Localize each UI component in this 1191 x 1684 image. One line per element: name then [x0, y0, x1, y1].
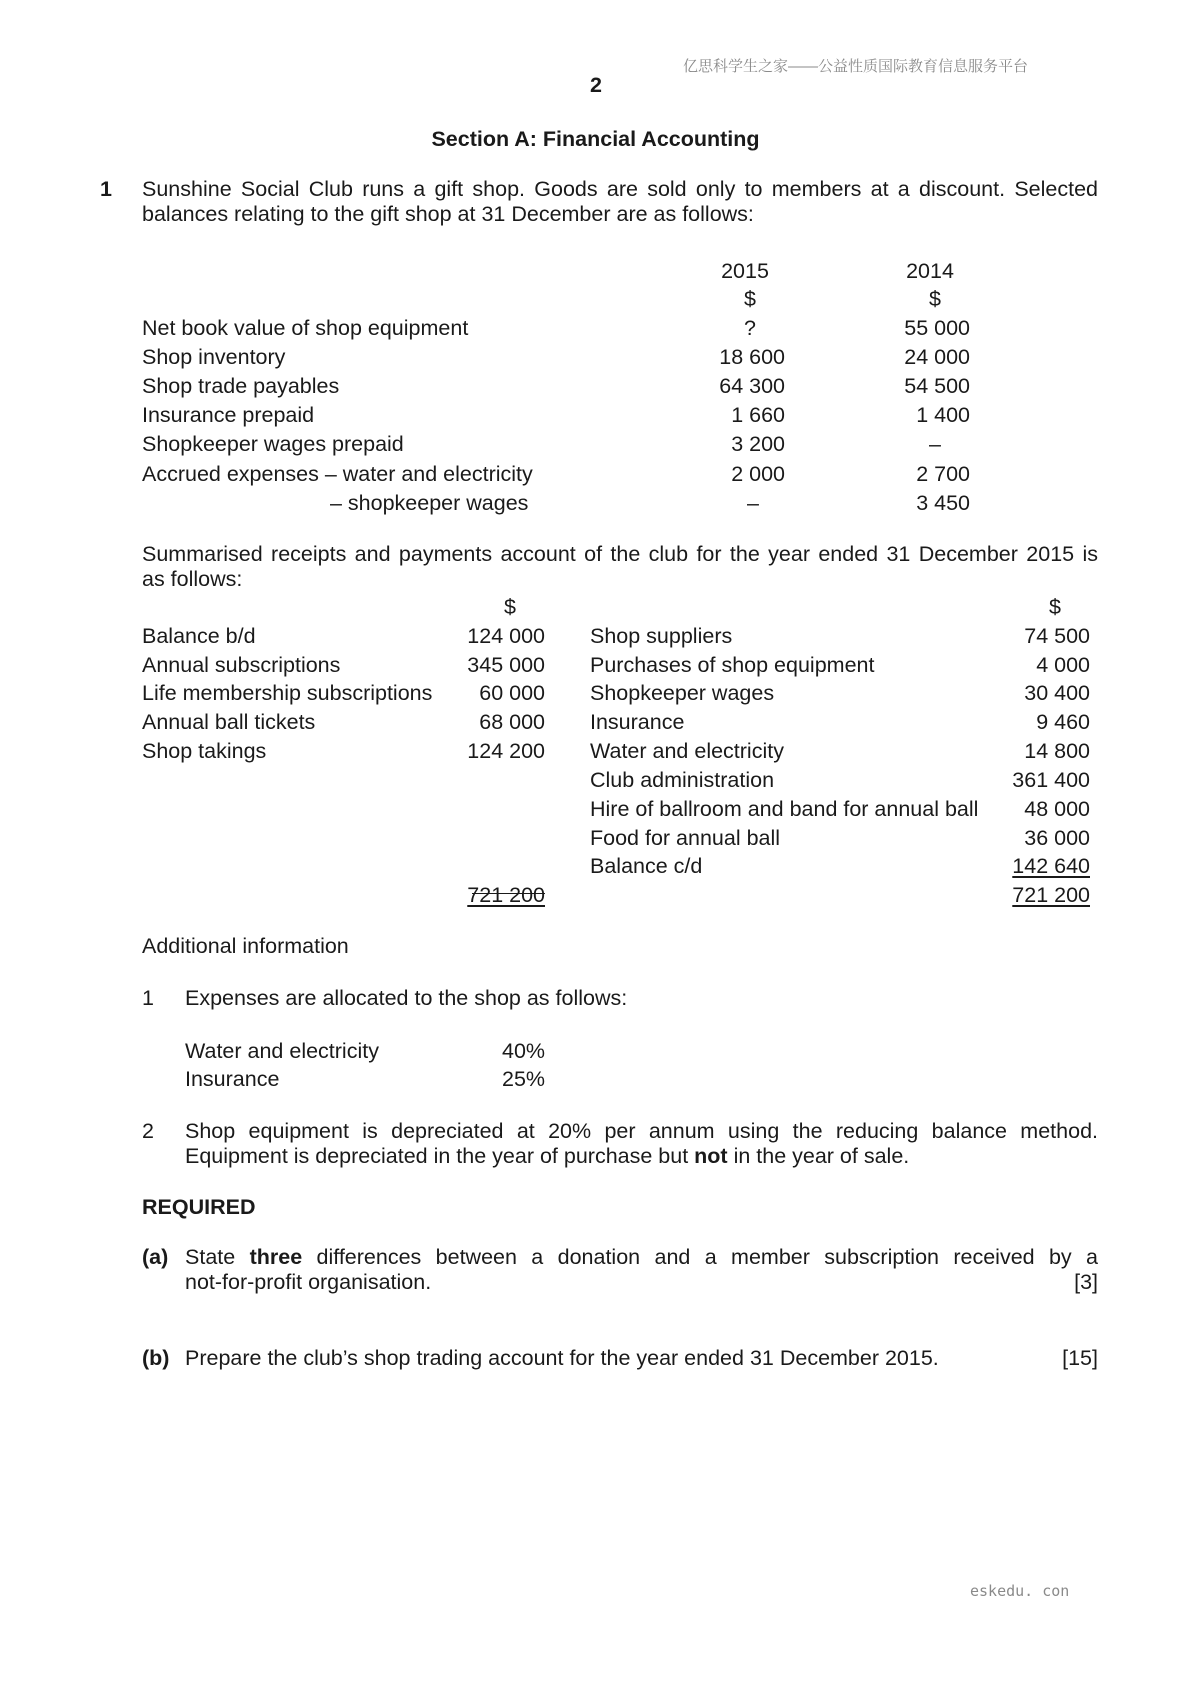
info-item-number: 1	[142, 986, 154, 1010]
payment-label: Food for annual ball	[590, 826, 781, 850]
value-2014: 3 450	[916, 491, 970, 515]
receipt-amount: 60 000	[479, 681, 545, 705]
receipt-label: Balance b/d	[142, 624, 256, 648]
receipt-amount: 345 000	[467, 653, 545, 677]
payments-total: 721 200	[1012, 883, 1090, 907]
row-label: Shop inventory	[142, 345, 286, 369]
rp-intro-line1: Summarised receipts and payments account of the club for the year ended 31 December 2015 is	[142, 542, 1098, 566]
row-label: Shopkeeper wages prepaid	[142, 432, 404, 456]
info-item-text-line2	[185, 1143, 909, 1169]
receipt-amount: 124 200	[467, 739, 545, 763]
question-intro-line2: balances relating to the gift shop at 31 December are as follows:	[142, 202, 754, 226]
part-a-text-line2: not-for-profit organisation.	[185, 1270, 432, 1294]
payment-label: Hire of ballroom and band for annual ball	[590, 797, 979, 821]
row-label: Net book value of shop equipment	[142, 316, 469, 340]
receipt-label: Shop takings	[142, 739, 267, 763]
payments-currency-header: $	[1049, 595, 1061, 619]
rp-intro-line2: as follows:	[142, 567, 243, 591]
payment-label: Shop suppliers	[590, 624, 733, 648]
payment-amount: 48 000	[1024, 797, 1090, 821]
receipt-label: Annual ball tickets	[142, 710, 316, 734]
part-a-label: (a)	[142, 1245, 169, 1269]
payment-label: Insurance	[590, 710, 685, 734]
payment-label: Club administration	[590, 768, 775, 792]
info-item-number: 2	[142, 1119, 154, 1143]
part-b-label: (b)	[142, 1346, 170, 1370]
row-label: Shop trade payables	[142, 374, 340, 398]
receipt-amount: 68 000	[479, 710, 545, 734]
additional-info-heading: Additional information	[142, 934, 349, 958]
receipts-total: 721 200	[467, 883, 545, 907]
row-label: Insurance prepaid	[142, 403, 315, 427]
value-2015: 1 660	[731, 403, 785, 427]
receipt-amount: 124 000	[467, 624, 545, 648]
allocation-label: Insurance	[185, 1067, 280, 1091]
receipt-label: Life membership subscriptions	[142, 681, 433, 705]
question-number: 1	[100, 177, 112, 201]
value-2014: 1 400	[916, 403, 970, 427]
page-number: 2	[590, 73, 602, 97]
info-text-bold: not	[694, 1144, 728, 1168]
payment-amount: 142 640	[1012, 854, 1090, 878]
receipts-currency-header: $	[504, 595, 516, 619]
info-item-text: Shop equipment is depreciated at 20% per annum using the reducing balance method.	[185, 1119, 1098, 1143]
payment-amount: 74 500	[1024, 624, 1090, 648]
part-b-text: Prepare the club’s shop trading account for the year ended 31 December 2015.	[185, 1346, 939, 1370]
question-intro-line1: Sunshine Social Club runs a gift shop. Goods are sold only to members at a discount. Selected	[142, 177, 1098, 201]
info-text: in the year of sale.	[727, 1144, 910, 1168]
part-a-text-bold: three	[249, 1245, 303, 1269]
payment-label: Balance c/d	[590, 854, 703, 878]
value-2015: ?	[744, 316, 756, 340]
part-a-marks: [3]	[1074, 1270, 1098, 1294]
payment-label: Shopkeeper wages	[590, 681, 775, 705]
currency-2015-header: $	[744, 287, 756, 311]
row-label: Accrued expenses – water and electricity	[142, 462, 533, 486]
value-2015: –	[747, 491, 759, 515]
value-2015: 18 600	[719, 345, 785, 369]
currency-2014-header: $	[929, 287, 941, 311]
payment-label: Purchases of shop equipment	[590, 653, 875, 677]
value-2014: 2 700	[916, 462, 970, 486]
payment-amount: 9 460	[1036, 710, 1090, 734]
value-2014: 55 000	[904, 316, 970, 340]
payment-amount: 36 000	[1024, 826, 1090, 850]
allocation-label: Water and electricity	[185, 1039, 379, 1063]
footer-text: eskedu. con	[970, 1582, 1070, 1600]
allocation-pct: 40%	[502, 1039, 546, 1063]
payment-amount: 14 800	[1024, 739, 1090, 763]
watermark-text: 亿思科学生之家——公益性质国际教育信息服务平台	[683, 58, 1029, 75]
value-2015: 3 200	[731, 432, 785, 456]
value-2014: 54 500	[904, 374, 970, 398]
required-heading: REQUIRED	[142, 1195, 256, 1219]
payment-label: Water and electricity	[590, 739, 784, 763]
part-a-text-post: differences between a donation and a member subscription received by a	[302, 1245, 1098, 1269]
payment-amount: 4 000	[1036, 653, 1090, 677]
year-2014-header: 2014	[906, 259, 954, 283]
part-a-text	[185, 1244, 1098, 1270]
row-label: – shopkeeper wages	[330, 491, 529, 515]
value-2015: 2 000	[731, 462, 785, 486]
value-2014: 24 000	[904, 345, 970, 369]
part-a-text-pre: State	[185, 1245, 250, 1269]
receipt-label: Annual subscriptions	[142, 653, 341, 677]
value-2014: –	[929, 432, 941, 456]
allocation-pct: 25%	[502, 1067, 546, 1091]
section-title: Section A: Financial Accounting	[431, 127, 760, 151]
payment-amount: 30 400	[1024, 681, 1090, 705]
info-text: Equipment is depreciated in the year of purchase but	[185, 1144, 695, 1168]
value-2015: 64 300	[719, 374, 785, 398]
part-b-marks: [15]	[1062, 1346, 1098, 1370]
info-item-text: Expenses are allocated to the shop as follows:	[185, 986, 628, 1010]
year-2015-header: 2015	[721, 259, 769, 283]
payment-amount: 361 400	[1012, 768, 1090, 792]
